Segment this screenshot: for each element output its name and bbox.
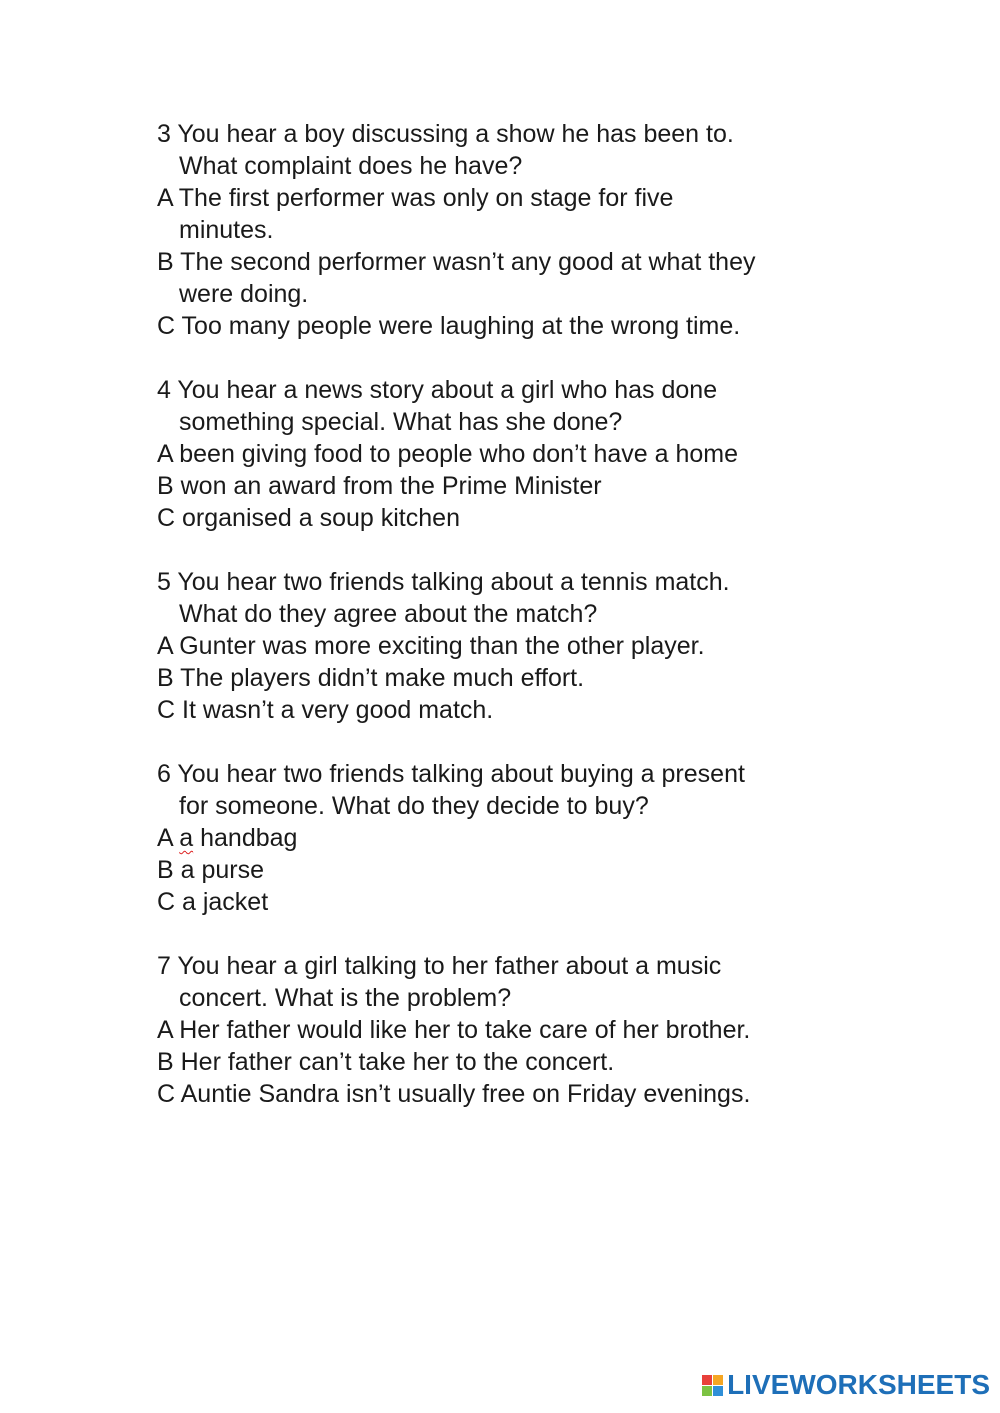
spellcheck-word: a xyxy=(179,824,194,852)
option-text: C a jacket xyxy=(157,888,269,916)
option-c[interactable] xyxy=(157,502,877,534)
option-text: C organised a soup kitchen xyxy=(157,504,460,532)
option-text: minutes. xyxy=(179,216,274,244)
option-word: handbag xyxy=(200,824,298,852)
question-text: 4 You hear a news story about a girl who has done xyxy=(157,376,718,404)
question-text: 5 You hear two friends talking about a tennis match. xyxy=(157,568,730,596)
option-a[interactable] xyxy=(157,822,877,854)
option-a[interactable] xyxy=(157,1014,877,1046)
option-text: C Auntie Sandra isn’t usually free on Friday evenings. xyxy=(157,1080,751,1108)
logo-square xyxy=(713,1375,723,1385)
option-b[interactable] xyxy=(157,854,877,886)
option-letter: A xyxy=(157,824,173,852)
option-b[interactable] xyxy=(157,1046,877,1078)
option-text: A The first performer was only on stage for five xyxy=(157,184,674,212)
logo-square xyxy=(702,1375,712,1385)
option-c[interactable] xyxy=(157,1078,877,1110)
option-a[interactable] xyxy=(157,630,877,662)
option-b[interactable] xyxy=(157,470,877,502)
question-text: concert. What is the problem? xyxy=(179,984,512,1012)
worksheet-content xyxy=(157,118,877,1142)
option-text: A Gunter was more exciting than the other player. xyxy=(157,632,705,660)
question-text: 7 You hear a girl talking to her father about a music xyxy=(157,952,722,980)
option-text: C It wasn’t a very good match. xyxy=(157,696,494,724)
question-text: What do they agree about the match? xyxy=(179,600,598,628)
logo-grid-icon xyxy=(702,1375,723,1396)
logo-text: LIVEWORKSHEETS xyxy=(727,1369,990,1400)
question-text: 3 You hear a boy discussing a show he has been to. xyxy=(157,120,734,148)
option-c[interactable] xyxy=(157,310,877,342)
option-text: B The players didn’t make much effort. xyxy=(157,664,585,692)
option-c[interactable] xyxy=(157,694,877,726)
question-text: What complaint does he have? xyxy=(179,152,523,180)
option-c[interactable] xyxy=(157,886,877,918)
question-3 xyxy=(157,118,877,342)
question-4 xyxy=(157,374,877,534)
option-text: B The second performer wasn’t any good at what they xyxy=(157,248,756,276)
option-text: were doing. xyxy=(179,280,309,308)
option-a[interactable] xyxy=(157,438,877,470)
question-text: 6 You hear two friends talking about buying a present xyxy=(157,760,745,788)
question-text: for someone. What do they decide to buy? xyxy=(179,792,649,820)
question-6 xyxy=(157,758,877,918)
logo-square xyxy=(702,1386,712,1396)
liveworksheets-logo xyxy=(702,1369,990,1401)
option-text: C Too many people were laughing at the wrong time. xyxy=(157,312,741,340)
question-text: something special. What has she done? xyxy=(179,408,623,436)
option-a[interactable] xyxy=(157,182,877,246)
option-b[interactable] xyxy=(157,246,877,310)
option-text: A Her father would like her to take care of her brother. xyxy=(157,1016,751,1044)
option-text: B Her father can’t take her to the concert. xyxy=(157,1048,615,1076)
option-text: B a purse xyxy=(157,856,265,884)
logo-square xyxy=(713,1386,723,1396)
question-7 xyxy=(157,950,877,1110)
option-text: B won an award from the Prime Minister xyxy=(157,472,602,500)
option-text: A been giving food to people who don’t have a home xyxy=(157,440,738,468)
question-5 xyxy=(157,566,877,726)
option-b[interactable] xyxy=(157,662,877,694)
option-text xyxy=(157,822,877,854)
